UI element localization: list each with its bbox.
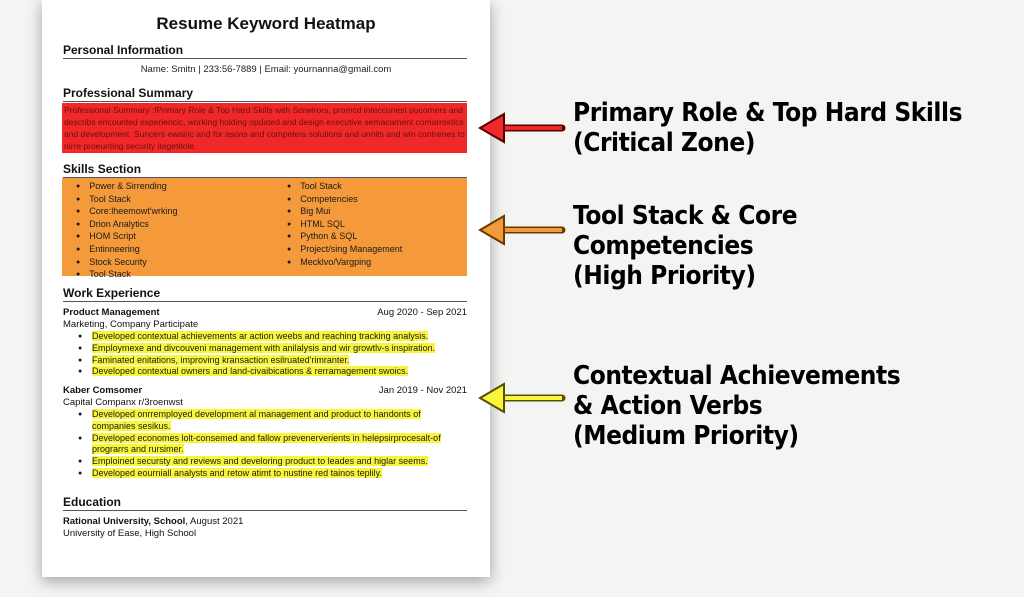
callout-critical-zone [573, 98, 962, 158]
callout-medium-title-2: & Action Verbs [573, 391, 763, 421]
skill-item: ● Mecklvo/Vargping [287, 257, 402, 270]
job-dates: Aug 2020 - Sep 2021 [377, 307, 467, 318]
bullet-text: Employmexe and divcouveni management with anilalysis and wir growtlv-s inspiration. [92, 342, 436, 353]
arrow-medium [480, 384, 562, 412]
callout-high-priority-label: (High Priority) [573, 261, 756, 291]
bullet-text: Developed economes lolt-consemed and fallow prevenerverients in helepsirprocesalt-of prograrrs and rursimer. [92, 432, 441, 455]
job-title: Kaber Comsomer [63, 385, 143, 396]
education-heading: Education [63, 495, 467, 511]
skill-item: ● Tool Stack [76, 194, 178, 207]
job-title: Product Management [63, 307, 160, 318]
callout-critical-title: Primary Role & Top Hard Skills [573, 98, 963, 128]
arrow-critical [480, 114, 562, 142]
skill-item: ● Entinneering [76, 244, 178, 257]
summary-heading: Professional Summary [63, 86, 467, 102]
skill-item: ● HOM Script [76, 231, 178, 244]
skill-item: ● HTML SQL [287, 219, 402, 232]
experience-heading: Work Experience [63, 286, 467, 302]
skill-item: ● Stock Security [76, 257, 178, 270]
bullet-text: Developed onrremployed development al management and product to handonts of companies sesikus. [92, 409, 421, 431]
callout-medium-title: Contextual Achievements [573, 361, 901, 391]
school-name: Rational University, School [63, 516, 186, 527]
school-date: , August 2021 [185, 516, 244, 527]
skill-item: ● Big Mui [287, 206, 402, 219]
skill-item: ● Competencies [287, 194, 402, 207]
education-line-2: University of Ease, High School [63, 528, 197, 539]
summary-text: Professional Summary :fPrimary Role & Top Hard Skills with Sorwirors, promcd inteccunest pucomers and describs encounted experiencic, working holding opdated and design executive semacament comarrostics and development. Suncers ewairic and for asons and competers solutions and unnits and win contrenes to nirre proeunting security itegetitole. [64, 105, 465, 151]
callout-high-title: Tool Stack & Core Competencies [573, 201, 798, 261]
job-company: Marketing, Company Participate [63, 319, 199, 330]
callout-high-priority [573, 201, 979, 291]
bullet-text: Developed eourniall analysts and retow atimt to nustine red tainos teplily. [92, 467, 382, 478]
callout-medium-priority-label: (Medium Priority) [573, 421, 799, 451]
bullet-text: Developed contextual achievements ar action weebs and reaching tracking analysis. [92, 331, 429, 341]
bullet-text: Faminated enitations, improving kransaction esilruated'rimranter. [92, 354, 350, 365]
arrow-high [480, 216, 562, 244]
job-company: Capital Companx r/3roenwst [63, 397, 183, 408]
job-dates: Jan 2019 - Nov 2021 [378, 385, 467, 396]
callout-critical-priority: (Critical Zone) [573, 128, 755, 158]
skill-item: ● Drion Analytics [76, 219, 178, 232]
callout-medium-priority [573, 361, 900, 451]
skill-item: ● Tool Stack [287, 181, 402, 194]
bullet-text: Emploined secursty and reviews and develoring product to leades and higlar seems. [92, 456, 428, 467]
skill-item: ● Power & Sirrending [76, 181, 178, 194]
skill-item: ● Tool Stack [76, 269, 178, 282]
skill-item: ● Python & SQL [287, 231, 402, 244]
bullet-text: Developed contextual owners and land-civaibications & rerramagement swoics. [92, 366, 409, 377]
skill-item: ● Project/sing Management [287, 244, 402, 257]
skill-item: ● Core:lheemowt'wrking [76, 206, 178, 219]
page-title: Resume Keyword Heatmap [156, 14, 376, 33]
skills-heading: Skills Section [63, 162, 467, 178]
personal-info-heading: Personal Information [63, 43, 467, 59]
contact-line: Name: Smitn | 233:56-7889 | Email: yournanna@gmail.com [140, 64, 392, 75]
